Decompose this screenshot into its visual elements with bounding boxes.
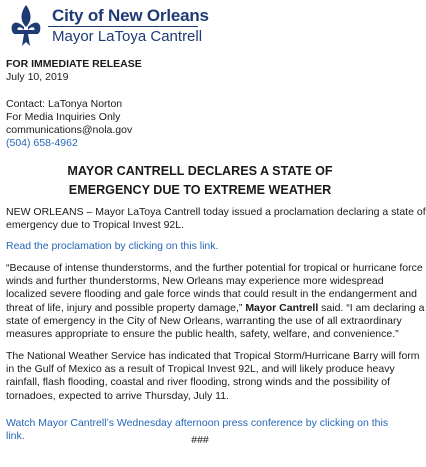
media-note: For Media Inquiries Only bbox=[6, 111, 121, 123]
contact-email[interactable]: communications@nola.gov bbox=[6, 124, 133, 136]
quote-attribution: said. “I am declaring a bbox=[318, 301, 425, 314]
paragraph-weather bbox=[6, 350, 420, 403]
contact-phone[interactable]: (504) 658-4962 bbox=[6, 137, 78, 149]
proclamation-link[interactable]: Read the proclamation by clicking on this link. bbox=[6, 240, 219, 252]
headline-line-1: MAYOR CANTRELL DECLARES A STATE OF bbox=[67, 164, 333, 178]
paragraph-line: tornadoes, expected to arrive Thursday, July 11. bbox=[6, 389, 229, 402]
office-name: Mayor LaToya Cantrell bbox=[52, 28, 203, 45]
quote-text: threat of life, injury and possible property damage,” bbox=[6, 301, 243, 314]
fleur-de-lis-icon bbox=[8, 3, 44, 49]
paragraph-line: localized severe flooding and gale force winds that could result in the endangerment and bbox=[6, 288, 417, 301]
paragraph-line: “Because of intense thunderstorms, and the further potential for tropical or hurricane force bbox=[6, 262, 423, 274]
contact-name: Contact: LaTonya Norton bbox=[6, 98, 123, 110]
release-label: FOR IMMEDIATE RELEASE bbox=[6, 58, 142, 70]
paragraph-line: emergency due to Tropical Invest 92L. bbox=[6, 219, 185, 232]
paragraph-line: in the Gulf of Mexico as a result of Tropical Invest 92L, and will likely produce heavy bbox=[6, 363, 395, 376]
release-date: July 10, 2019 bbox=[6, 71, 69, 83]
paragraph-line: winds and further thunderstorms, New Orleans may experience more widespread bbox=[6, 275, 384, 288]
paragraph-line: measures appropriate to ensure the public health, safety, welfare, and convenience.” bbox=[6, 328, 399, 341]
paragraph-line: state of emergency in the City of New Orleans, warranting the use of all extraordinary bbox=[6, 314, 402, 327]
paragraph-quote bbox=[6, 262, 425, 341]
paragraph-line: The National Weather Service has indicated that Tropical Storm/Hurricane Barry will form bbox=[6, 350, 420, 362]
letterhead bbox=[0, 0, 400, 52]
headline-line-2: EMERGENCY DUE TO EXTREME WEATHER bbox=[68, 183, 332, 197]
org-name: City of New Orleans bbox=[52, 6, 209, 25]
paragraph-line: rainfall, flash flooding, coastal and river flooding, strong winds and the possibility of bbox=[6, 376, 391, 389]
paragraph-intro bbox=[6, 206, 426, 232]
press-conference-link[interactable]: Watch Mayor Cantrell’s Wednesday afternoon press conference by clicking on this link. bbox=[6, 417, 389, 443]
speaker-name: Mayor Cantrell bbox=[245, 301, 319, 314]
end-mark: ### bbox=[191, 434, 209, 446]
paragraph-line: NEW ORLEANS – Mayor LaToya Cantrell today issued a proclamation declaring a state of bbox=[6, 206, 426, 218]
header-divider bbox=[48, 26, 198, 27]
paragraph-line bbox=[6, 301, 425, 315]
